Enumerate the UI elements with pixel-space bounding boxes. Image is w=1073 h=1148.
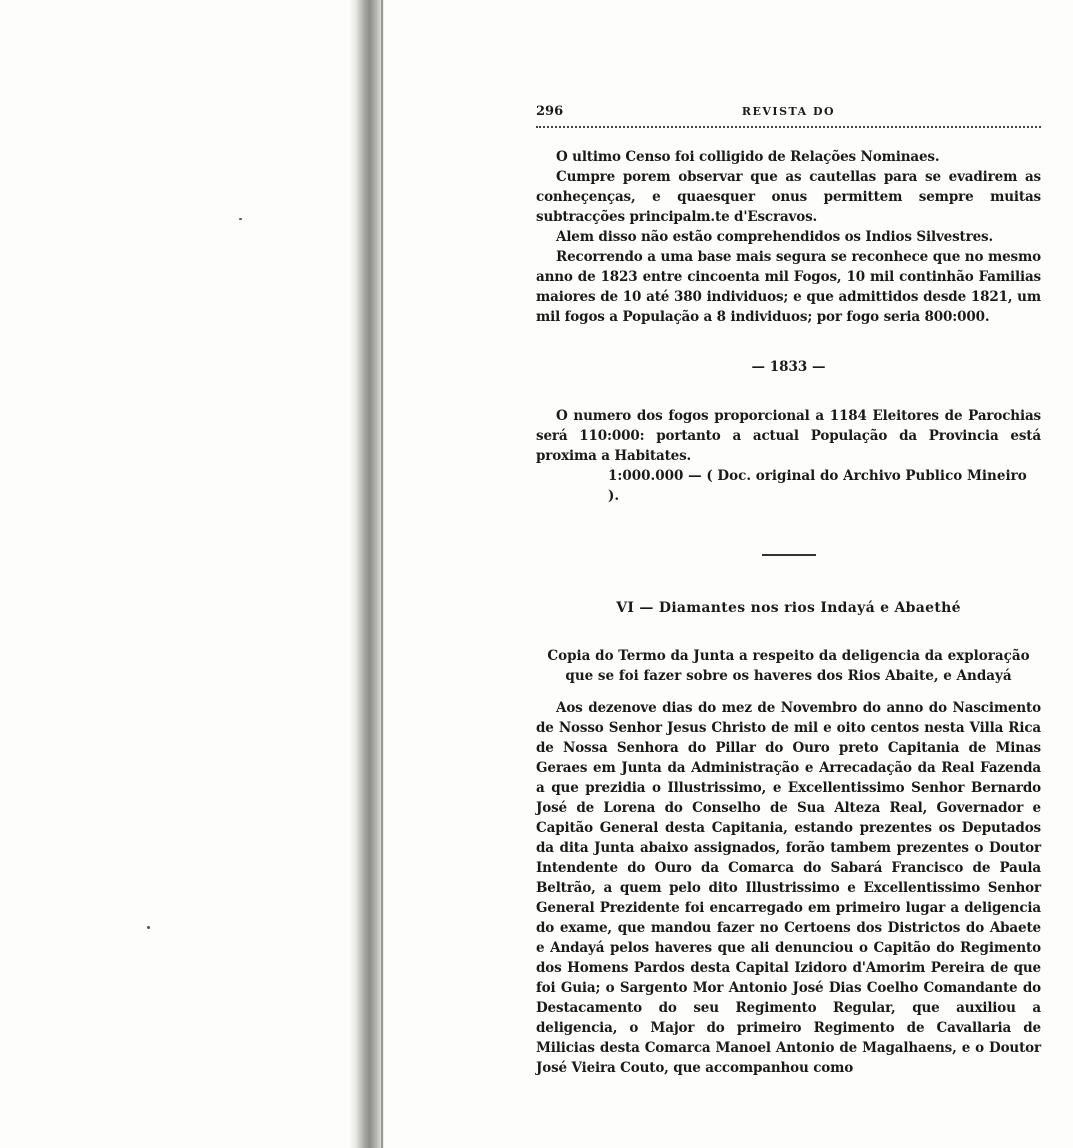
paragraph-caution: Cumpre porem observar que as cautellas para se evadirem as conheçenças, e quaesquer onus permittem sempre muitas subtracções principalm.te d'Escravos. [536,169,1041,225]
running-title: REVISTA DO [741,105,836,118]
source-citation: 1:000.000 — ( Doc. original do Archivo Publico Mineiro ). [608,468,1027,504]
section-divider [762,554,816,556]
paragraph-census: O ultimo Censo foi colligido de Relações Nominaes. [556,149,940,165]
left-page-blank [0,0,350,1148]
section-title [536,600,1041,616]
dust-speck [147,926,150,929]
running-head [536,100,1041,128]
right-page [536,100,1041,1100]
paragraph-fogos: O numero dos fogos proporcional a 1184 Eleitores de Parochias será 110:000: portanto a actual População da Provincia está proxima a Habitates. [536,408,1041,464]
year-heading: — 1833 — [751,359,826,375]
section-title-text: Diamantes nos rios Indayá e Abaethé [658,600,961,616]
document-copy-title: Copia do Termo da Junta a respeito da deligencia da exploração que se foi fazer sobre os haveres dos Rios Abaite, e Andayá [547,648,1030,684]
paragraph-termo: Aos dezenove dias do mez de Novembro do anno do Nascimento de Nosso Senhor Jesus Christo de mil e oito centos nesta Villa Rica de Nossa Senhora do Pillar do Ouro preto Capitania de Minas Geraes em Junta da Administração e Arrecadação da Real Fazenda a que prezidia o Illustrissimo, e Excellentissimo Senhor Bernardo José de Lorena do Conselho de Sua Alteza Real, Governador e Capitão General desta Capitania, estando prezentes os Deputados da dita Junta abaixo assignados, forão tambem prezentes o Doutor Intendente do Ouro da Comarca do Sabará Francisco de Paula Beltrão, a quem pelo dito Illustrissimo e Excellentissimo Senhor General Prezidente foi encarregado em primeiro lugar a deligencia do exame, que mandou fazer no Certoens dos Districtos do Abaete e Andayá pelos haveres que ali denunciou o Capitão do Regimento dos Homens Pardos desta Capital Izidoro d'Amorim Pereira de que foi Guia; o Sargento Mor Antonio José Dias Coelho Comandante do Destacamento do seu Regimento Regular, que auxiliou a deligencia, o Major do primeiro Regimento de Cavallaria de Milicias desta Comarca Manoel Antonio de Magalhaens, e o Doutor José Vieira Couto, que accompanhou como [536,700,1041,1076]
body-text [536,698,1041,1078]
paragraph-estimate: Recorrendo a uma base mais segura se reconhece que no mesmo anno de 1823 entre cincoenta mil Fogos, 10 mil continhão Familias maiores de 10 até 380 individuos; e que admittidos desde 1821, um mil fogos a População a 8 individuos; por fogo seria 800:000. [536,249,1041,325]
book-gutter [350,0,384,1148]
paragraph-indians: Alem disso não estão comprehendidos os Indios Silvestres. [556,229,994,245]
section-number: VI — [616,600,659,616]
page-number: 296 [536,104,564,119]
gutter-fold-line [381,0,383,1148]
dust-speck [239,218,242,220]
